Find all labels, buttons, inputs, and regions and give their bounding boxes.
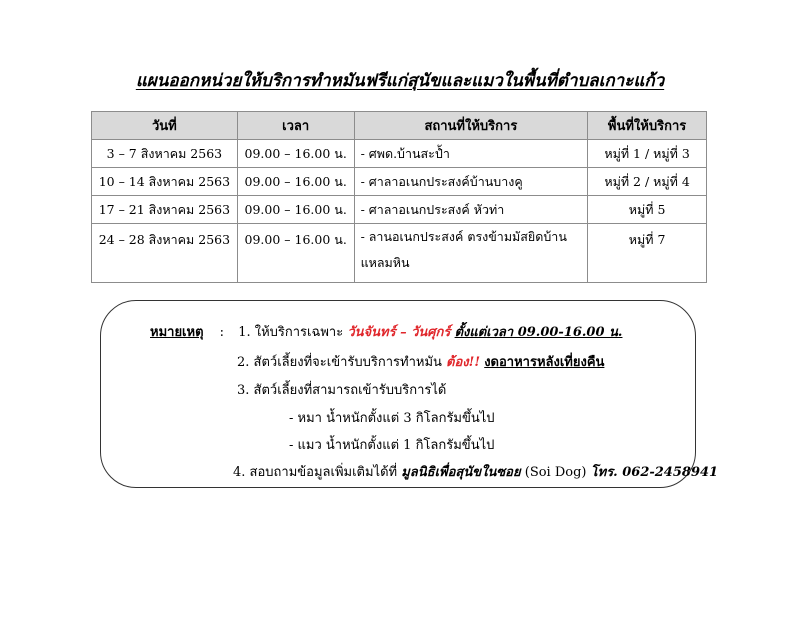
page-title: แผนออกหน่วยให้บริการทำหมันฟรีแก่สุนัขและแมวในพื้นที่ตำบลเกาะแก้ว: [135, 71, 665, 91]
note-4-en: (Soi Dog): [524, 465, 587, 480]
column-header-time: เวลา: [237, 112, 354, 140]
cell-place-line1: - ลานอเนกประสงค์ ตรงข้ามมัสยิดบ้าน: [360, 229, 567, 244]
column-header-area: พื้นที่ให้บริการ: [588, 112, 707, 140]
column-header-date: วันที่: [92, 112, 238, 140]
note-2-rule: งดอาหารหลังเที่ยงคืน: [484, 355, 605, 370]
note-line-4: [233, 461, 718, 482]
schedule-table: [91, 111, 707, 283]
cell-date: 17 – 21 สิงหาคม 2563: [92, 196, 238, 224]
cell-time: 09.00 – 16.00 น.: [237, 224, 354, 283]
cell-area: หมู่ที่ 7: [588, 224, 707, 283]
note-4-org: มูลนิธิเพื่อสุนัขในซอย: [401, 465, 521, 480]
cell-area: หมู่ที่ 5: [588, 196, 707, 224]
table-header-row: [92, 112, 707, 140]
cell-time: 09.00 – 16.00 น.: [237, 168, 354, 196]
note-2-prefix: 2. สัตว์เลี้ยงที่จะเข้ารับบริการทำหมัน: [237, 355, 442, 370]
note-line-3a: - หมา น้ำหนักตั้งแต่ 3 กิโลกรัมขึ้นไป: [289, 411, 495, 426]
note-1-prefix: 1. ให้บริการเฉพาะ: [238, 325, 344, 340]
table-row: [92, 196, 707, 224]
note-1-time: ตั้งแต่เวลา 09.00-16.00 น.: [454, 325, 623, 340]
notes-box: [100, 300, 719, 488]
cell-time: 09.00 – 16.00 น.: [237, 140, 354, 168]
note-line-3b: - แมว น้ำหนักตั้งแต่ 1 กิโลกรัมขึ้นไป: [289, 438, 495, 453]
table-row: [92, 224, 707, 283]
cell-date: 24 – 28 สิงหาคม 2563: [92, 224, 238, 283]
cell-place: - ศาลาอเนกประสงค์บ้านบางคู: [354, 168, 588, 196]
cell-time: 09.00 – 16.00 น.: [237, 196, 354, 224]
note-line-1: [150, 321, 622, 342]
note-4-tel: โทร. 062-2458941: [590, 465, 719, 480]
note-1-days: วันจันทร์ – วันศุกร์: [347, 325, 451, 340]
table-row: [92, 168, 707, 196]
note-2-must: ต้อง!!: [446, 355, 481, 370]
note-line-3: 3. สัตว์เลี้ยงที่สามารถเข้ารับบริการได้: [237, 383, 447, 398]
column-header-place: สถานที่ให้บริการ: [354, 112, 588, 140]
notes-label: หมายเหตุ: [150, 325, 204, 340]
cell-area: หมู่ที่ 2 / หมู่ที่ 4: [588, 168, 707, 196]
note-4-prefix: 4. สอบถามข้อมูลเพิ่มเติมได้ที่: [233, 465, 398, 480]
cell-area: หมู่ที่ 1 / หมู่ที่ 3: [588, 140, 707, 168]
table-row: [92, 140, 707, 168]
cell-place-line2: แหลมหิน: [360, 255, 410, 270]
cell-place: [354, 224, 588, 283]
cell-date: 3 – 7 สิงหาคม 2563: [92, 140, 238, 168]
notes-colon: :: [219, 325, 225, 340]
cell-date: 10 – 14 สิงหาคม 2563: [92, 168, 238, 196]
note-line-2: [237, 351, 604, 372]
cell-place: - ศพด.บ้านสะป้ำ: [354, 140, 588, 168]
cell-place: - ศาลาอเนกประสงค์ หัวท่า: [354, 196, 588, 224]
